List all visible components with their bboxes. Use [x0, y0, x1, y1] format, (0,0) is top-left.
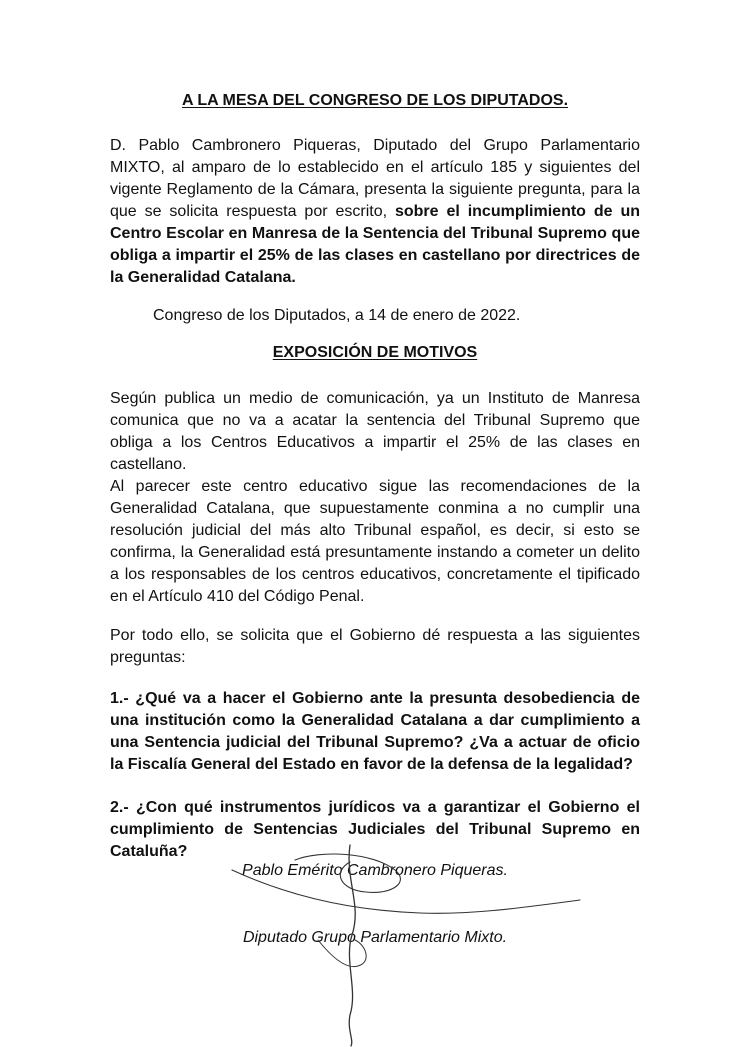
section-title: EXPOSICIÓN DE MOTIVOS: [272, 344, 478, 361]
intro-subject: sobre el incumplimiento de un Centro Escolar en Manresa de la Sentencia del Tribunal Supremo que obliga a impartir el 25% de las clases en castellano por directrices de la Generalidad Catalana.: [110, 203, 640, 286]
question-2: 2.- ¿Con qué instrumentos jurídicos va a garantizar el Gobierno el cumplimiento de Sentencias Judiciales del Tribunal Supremo en Cataluña?: [110, 799, 640, 860]
signature-name: Pablo Emérito Cambronero Piqueras.: [242, 862, 508, 879]
paragraph-1: Según publica un medio de comunicación, ya un Instituto de Manresa comunica que no va a acatar la sentencia del Tribunal Supremo que obliga a los Centros Educativos a impartir el 25% de las clases en castellano.: [110, 390, 640, 473]
document-heading: A LA MESA DEL CONGRESO DE LOS DIPUTADOS.: [181, 92, 569, 109]
intro-text: D. Pablo Cambronero Piqueras, Diputado del Grupo Parlamentario MIXTO, al amparo de lo establecido en el artículo 185 y siguientes del vigente Reglamento de la Cámara, presenta la siguiente pregunta, para la que se solicita respuesta por escrito,: [110, 137, 640, 220]
paragraph-3: Por todo ello, se solicita que el Gobierno dé respuesta a las siguientes preguntas:: [110, 627, 640, 666]
question-1: 1.- ¿Qué va a hacer el Gobierno ante la presunta desobediencia de una institución como la Generalidad Catalana a dar cumplimiento a una Sentencia judicial del Tribunal Supremo? ¿Va a actuar de oficio la Fiscalía General del Estado en favor de la defensa de la legalidad?: [110, 690, 640, 773]
signature-role: Diputado Grupo Parlamentario Mixto.: [242, 929, 508, 946]
date-line: Congreso de los Diputados, a 14 de enero de 2022.: [153, 307, 521, 324]
intro-paragraph: [110, 135, 640, 289]
paragraph-2: Al parecer este centro educativo sigue las recomendaciones de la Generalidad Catalana, que supuestamente conmina a no cumplir una resolución judicial del más alto Tribunal español, es decir, si esto se confirma, la Generalidad está presuntamente instando a cometer un delito a los responsables de los centros educativos, concretamente el tipificado en el Artículo 410 del Código Penal.: [110, 478, 640, 605]
